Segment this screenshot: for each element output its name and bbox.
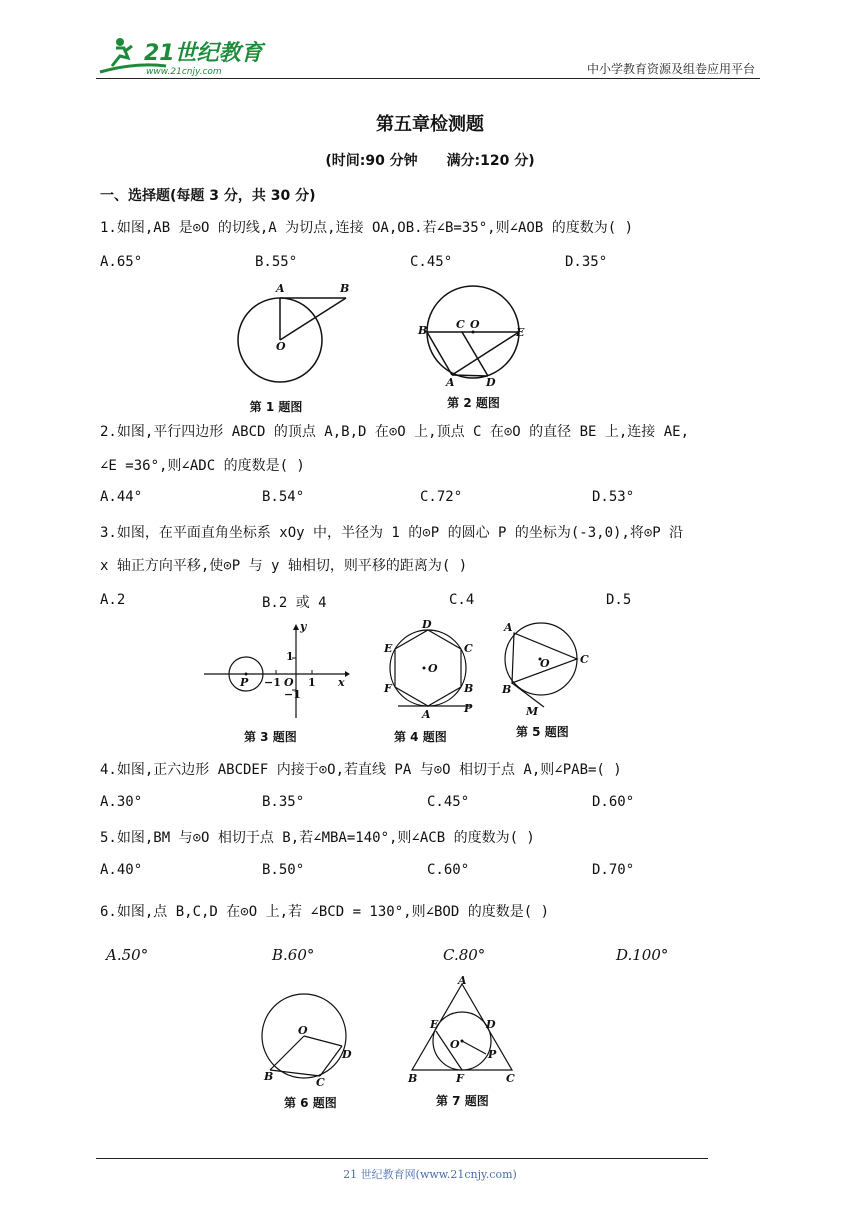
site-logo [96, 32, 266, 78]
svg-text:B: B [464, 682, 474, 695]
option-b: B.2 或 4 [262, 595, 327, 611]
question-3-stem: 3.如图，在平面直角坐标系 xOy 中，半径为 1 的⊙P 的圆心 P 的坐标为(-3,0),将⊙P 沿 [100, 525, 684, 541]
figure-2-caption: 第 2 题图 [447, 396, 500, 410]
figure-4 [378, 620, 478, 745]
logo-text: 21世纪教育 [144, 41, 263, 66]
option-d: D.5 [606, 592, 632, 608]
logo-url: www.21cnjy.com [146, 67, 222, 77]
option-a: A.50° [106, 946, 149, 964]
option-d: D.60° [592, 794, 635, 810]
figure-7 [406, 976, 518, 1111]
question-4-stem: 4.如图,正六边形 ABCDEF 内接于⊙O,若直线 PA 与⊙O 相切于点 A,则∠PAB=( ) [100, 762, 622, 778]
figure-6 [258, 990, 358, 1115]
svg-text:A: A [422, 708, 431, 720]
svg-text:M: M [526, 705, 539, 718]
svg-text:D: D [486, 376, 496, 388]
figure-3-caption: 第 3 题图 [244, 730, 297, 744]
figure-7-caption: 第 7 题图 [436, 1094, 489, 1108]
svg-text:−1: −1 [264, 676, 281, 689]
option-b: B.60° [272, 946, 315, 964]
page-title: 第五章检测题 [376, 114, 484, 135]
option-c: C.72° [420, 489, 463, 505]
svg-text:O: O [540, 657, 550, 670]
svg-text:D: D [422, 620, 432, 631]
option-c: C.45° [427, 794, 470, 810]
exam-time: (时间:90 分钟 [325, 153, 418, 169]
option-d: D.100° [616, 946, 669, 964]
svg-text:O: O [470, 318, 480, 331]
question-3-stem-cont: x 轴正方向平移,使⊙P 与 y 轴相切，则平移的距离为( ) [100, 558, 468, 574]
svg-text:D: D [342, 1048, 352, 1061]
footer-text: 21 世纪教育网(www.21cnjy.com) [343, 1168, 517, 1181]
option-a: A.2 [100, 592, 126, 608]
option-d: D.70° [592, 862, 635, 878]
question-1-stem: 1.如图,AB 是⊙O 的切线,A 为切点,连接 OA,OB.若∠B=35°,则∠AOB 的度数为( ) [100, 220, 634, 236]
option-a: A.30° [100, 794, 143, 810]
svg-text:D: D [486, 1018, 496, 1031]
svg-text:A: A [446, 376, 455, 388]
svg-text:O: O [298, 1024, 308, 1037]
figure-1 [236, 278, 356, 413]
svg-text:B: B [264, 1070, 274, 1083]
figure-5-caption: 第 5 题图 [516, 725, 569, 739]
svg-text:B: B [340, 282, 350, 295]
option-c: C.60° [427, 862, 470, 878]
svg-text:E: E [516, 326, 525, 339]
svg-text:C: C [580, 653, 589, 666]
svg-text:x: x [338, 676, 345, 689]
svg-text:E: E [430, 1018, 439, 1031]
svg-text:C: C [456, 318, 465, 331]
svg-text:y: y [300, 620, 307, 633]
svg-text:A: A [504, 621, 513, 634]
option-a: A.40° [100, 862, 143, 878]
footer-divider [96, 1158, 708, 1159]
question-6-stem: 6.如图,点 B,C,D 在⊙O 上,若 ∠BCD = 130°,则∠BOD 的度数是( ) [100, 904, 550, 920]
svg-text:C: C [506, 1072, 515, 1084]
option-d: D.53° [592, 489, 635, 505]
option-b: B.50° [262, 862, 305, 878]
svg-text:P: P [488, 1048, 497, 1061]
svg-text:O: O [428, 662, 438, 675]
svg-text:P: P [464, 702, 473, 715]
option-b: B.54° [262, 489, 305, 505]
svg-text:F: F [384, 682, 392, 695]
svg-text:1: 1 [308, 676, 316, 689]
platform-name: 中小学教育资源及组卷应用平台 [586, 62, 755, 76]
svg-text:F: F [456, 1072, 464, 1084]
svg-text:C: C [316, 1076, 325, 1086]
question-2-stem-cont: ∠E =36°,则∠ADC 的度数是( ) [100, 458, 305, 474]
option-b: B.55° [255, 254, 298, 270]
svg-text:E: E [384, 642, 393, 655]
svg-text:C: C [464, 642, 473, 655]
figure-3 [200, 620, 350, 745]
question-5-stem: 5.如图,BM 与⊙O 相切于点 B,若∠MBA=140°,则∠ACB 的度数为( ) [100, 830, 535, 846]
option-c: C.80° [443, 946, 486, 964]
section-heading: 一、选择题(每题 3 分，共 30 分) [100, 188, 316, 204]
svg-text:1: 1 [286, 650, 294, 663]
option-a: A.44° [100, 489, 143, 505]
figure-1-caption: 第 1 题图 [249, 400, 303, 414]
svg-text:O: O [276, 340, 286, 353]
option-a: A.65° [100, 254, 143, 270]
svg-text:O: O [284, 676, 294, 689]
figure-2 [416, 284, 531, 412]
svg-text:A: A [458, 976, 467, 987]
option-c: C.45° [410, 254, 453, 270]
svg-text:B: B [502, 683, 512, 696]
svg-text:−1: −1 [284, 688, 301, 701]
exam-info [0, 150, 860, 170]
svg-text:B: B [418, 324, 428, 337]
option-b: B.35° [262, 794, 305, 810]
svg-text:P: P [240, 676, 249, 689]
svg-text:B: B [408, 1072, 418, 1084]
figure-4-caption: 第 4 题图 [394, 730, 447, 744]
option-d: D.35° [565, 254, 608, 270]
header-divider [96, 78, 760, 79]
svg-text:O: O [450, 1038, 460, 1051]
question-2-stem: 2.如图,平行四边形 ABCD 的顶点 A,B,D 在⊙O 上,顶点 C 在⊙O 的直径 BE 上,连接 AE, [100, 424, 690, 440]
svg-text:A: A [276, 282, 285, 295]
exam-score: 满分:120 分) [446, 153, 535, 169]
option-c: C.4 [449, 592, 475, 608]
figure-5 [500, 615, 600, 745]
figure-6-caption: 第 6 题图 [284, 1096, 337, 1110]
